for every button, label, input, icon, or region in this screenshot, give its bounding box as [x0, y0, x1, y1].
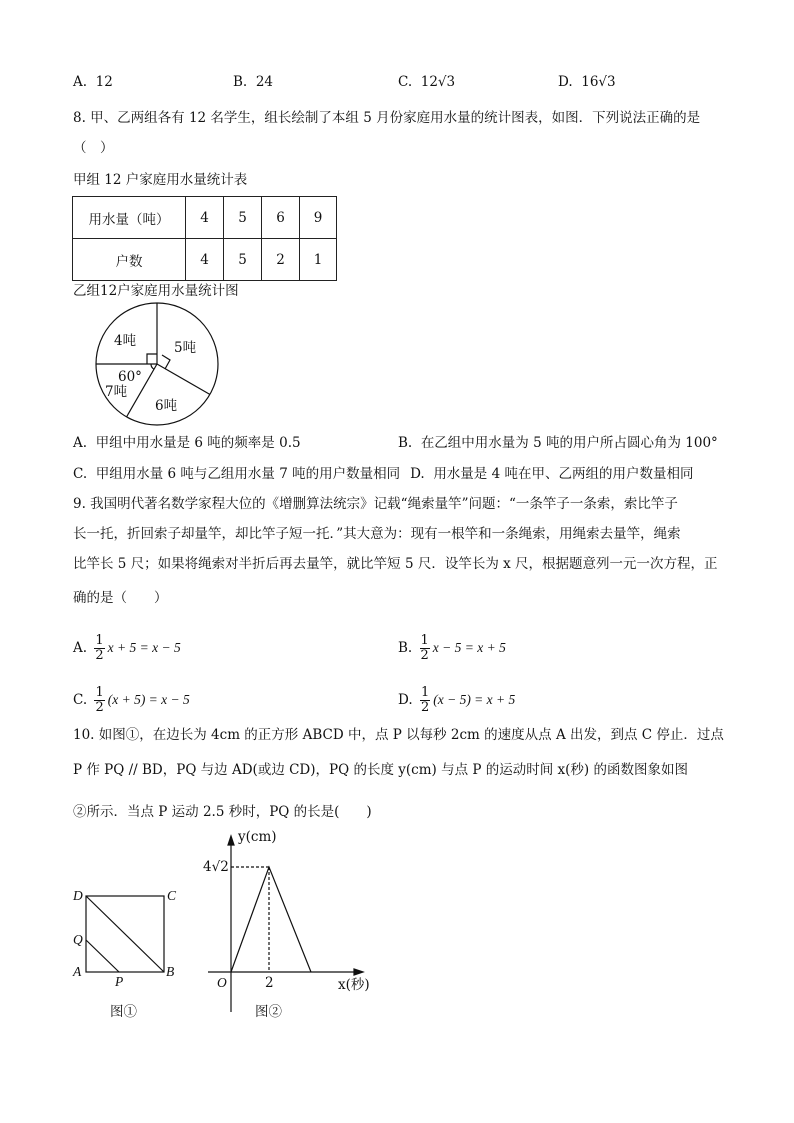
right-angle-mark [147, 354, 157, 364]
q8-option-a: A. 甲组中用水量是 6 吨的频率是 0.5 [73, 435, 301, 451]
q8-bracket: （ ） [73, 140, 114, 156]
figure-1-square [86, 896, 164, 972]
point-p-label: P [115, 974, 124, 989]
q10-line: 10. 如图①，在边长为 4cm 的正方形 ABCD 中，点 P 以每秒 2cm 的速度从点 A 出发，到点 C 停止．过点 [73, 727, 724, 743]
q7-option-a: A. 12 [73, 74, 113, 90]
x-axis-label: x(秒) [338, 977, 370, 993]
y-axis-label: y(cm) [238, 829, 277, 845]
table-cell: 9 [300, 197, 337, 239]
table-cell: 1 [300, 239, 337, 281]
pie-label-6t: 6吨 [155, 398, 178, 414]
table-title: 甲组 12 户家庭用水量统计表 [73, 172, 248, 188]
q9-line: 9. 我国明代著名数学家程大位的《增删算法统宗》记载“绳索量竿”问题：“一条竿子一条索，索比竿子 [73, 496, 678, 512]
table-cell: 6 [262, 197, 300, 239]
q10-line: ②所示．当点 P 运动 2.5 秒时，PQ 的长是( ) [73, 804, 372, 820]
table-cell: 5 [224, 197, 262, 239]
origin-label: O [217, 975, 227, 990]
q10-line: P 作 PQ // BD，PQ 与边 AD(或边 CD)，PQ 的长度 y(cm) 与点 P 的运动时间 x(秒) 的函数图象如图 [73, 762, 688, 778]
x-tick-label: 2 [265, 975, 274, 991]
q9-option-d: D. $\frac{1}{2}$ (x − 5) = x + 5 [398, 685, 516, 715]
pie-label-5t: 5吨 [174, 340, 197, 356]
q9-option-a: A. $\frac{1}{2}$ x + 5 = x − 5 [73, 633, 181, 663]
y-tick-label: 4√2 [203, 859, 229, 875]
point-b-label: B [166, 964, 175, 979]
q8-stem: 8. 甲、乙两组各有 12 名学生，组长绘制了本组 5 月份家庭用水量的统计图表，如图．下列说法正确的是 [73, 110, 701, 126]
q7-option-c: C. 12√3 [398, 74, 456, 90]
pie-title: 乙组12户家庭用水量统计图 [73, 283, 239, 299]
table-cell: 4 [186, 239, 224, 281]
point-c-label: C [167, 888, 177, 903]
table-header: 户数 [73, 239, 186, 281]
table-cell: 4 [186, 197, 224, 239]
q9-option-b: B. $\frac{1}{2}$ x − 5 = x + 5 [398, 633, 506, 663]
pie-angle-label: 60° [118, 369, 142, 385]
q9-line: 比竿长 5 尺；如果将绳索对半折后再去量竿，就比竿短 5 尺．设竿长为 x 尺，根据题意列一元一次方程，正 [73, 556, 718, 572]
q8-option-d: D. 用水量是 4 吨在甲、乙两组的用户数量相同 [410, 466, 694, 482]
table-header: 用水量（吨） [73, 197, 186, 239]
q8-option-b: B. 在乙组中用水量为 5 吨的用户所占圆心角为 100° [398, 435, 718, 451]
pie-label-7t: 7吨 [105, 384, 128, 400]
q9-line: 确的是（ ） [73, 590, 168, 606]
q7-option-d: D. 16√3 [558, 74, 616, 90]
q9-line: 长一托，折回索子却量竿，却比竿子短一托．”其大意为：现有一根竿和一条绳索，用绳索去量竿，绳索 [73, 526, 681, 542]
q9-option-c: C. $\frac{1}{2}$ (x + 5) = x − 5 [73, 685, 190, 715]
q8-option-c: C. 甲组用水量 6 吨与乙组用水量 7 吨的用户数量相同 [73, 466, 401, 482]
figure-1-caption: 图① [110, 1004, 137, 1020]
q7-option-b: B. 24 [233, 74, 273, 90]
table-cell: 5 [224, 239, 262, 281]
point-a-label: A [73, 964, 82, 979]
point-q-label: Q [73, 932, 83, 947]
table-cell: 2 [262, 239, 300, 281]
point-d-label: D [73, 888, 83, 903]
pie-label-4t: 4吨 [114, 333, 137, 349]
q8-options-cd-row [73, 465, 693, 483]
figure-2-caption: 图② [255, 1004, 282, 1020]
angle-arc [151, 364, 154, 369]
